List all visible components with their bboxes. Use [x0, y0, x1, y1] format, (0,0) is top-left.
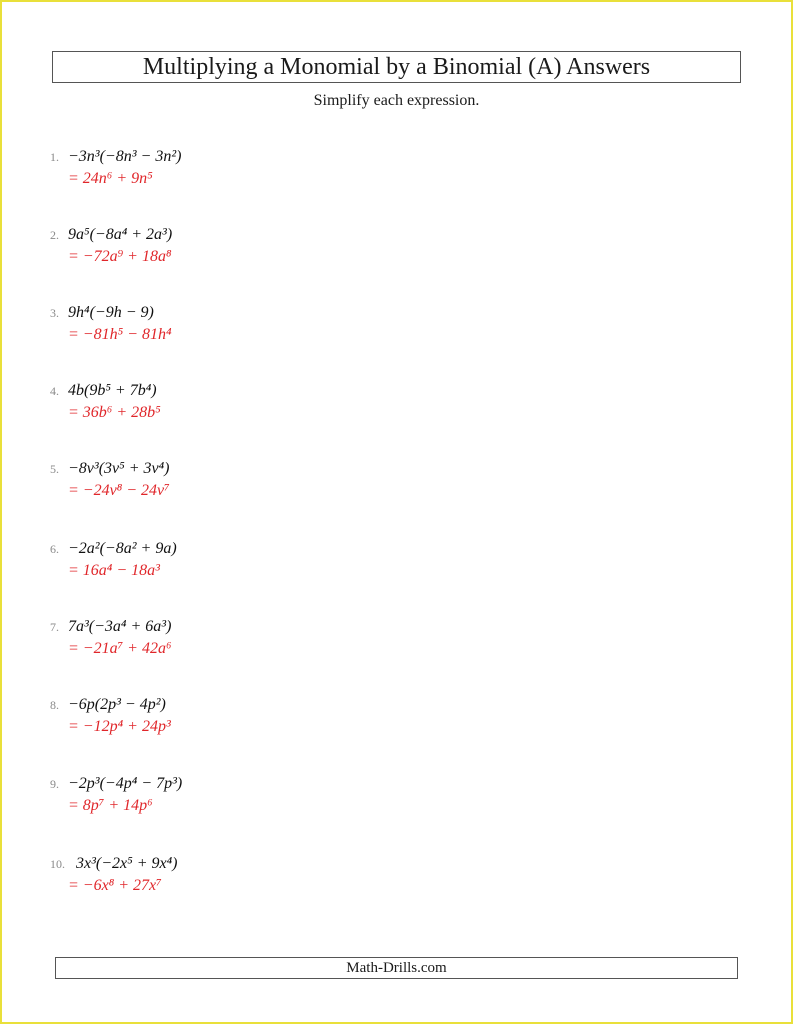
problem-item [50, 773, 182, 817]
problem-item [50, 694, 171, 738]
problem-question: −2p³(−4p⁴ − 7p³) [68, 775, 183, 792]
problem-number: 9. [50, 777, 59, 791]
problem-answer: = −24v⁸ − 24v⁷ [68, 482, 170, 499]
problem-number: 3. [50, 306, 59, 320]
problem-answer: = −12p⁴ + 24p³ [68, 718, 171, 735]
problem-item [50, 302, 172, 346]
problem-item [50, 616, 172, 660]
problem-item [50, 853, 177, 897]
problem-number: 1. [50, 150, 59, 164]
problem-number: 2. [50, 228, 59, 242]
footer-label: Math-Drills.com [55, 957, 738, 979]
problem-item [50, 458, 170, 502]
problem-answer: = 36b⁶ + 28b⁵ [68, 404, 161, 421]
problem-question: −6p(2p³ − 4p²) [68, 696, 166, 713]
instructions: Simplify each expression. [313, 92, 480, 109]
problem-answer: = 16a⁴ − 18a³ [68, 562, 160, 579]
problem-question: 9a⁵(−8a⁴ + 2a³) [68, 226, 173, 243]
problem-number: 7. [50, 620, 59, 634]
problem-number: 10. [50, 857, 65, 871]
problem-answer: = −81h⁵ − 81h⁴ [68, 326, 172, 343]
page-title: Multiplying a Monomial by a Binomial (A) Answers [52, 51, 741, 83]
problem-number: 6. [50, 542, 59, 556]
problem-answer: = −6x⁸ + 27x⁷ [68, 877, 162, 894]
problem-item [50, 380, 161, 424]
problem-number: 5. [50, 462, 59, 476]
problem-question: −2a²(−8a² + 9a) [68, 540, 177, 557]
problem-answer: = 8p⁷ + 14p⁶ [68, 797, 153, 814]
problem-question: 9h⁴(−9h − 9) [68, 304, 154, 321]
problem-item [50, 224, 172, 268]
problem-answer: = 24n⁶ + 9n⁵ [68, 170, 153, 187]
problem-item [50, 146, 181, 190]
problem-question: −3n³(−8n³ − 3n²) [68, 148, 182, 165]
problem-question: 7a³(−3a⁴ + 6a³) [68, 618, 172, 635]
problem-item [50, 538, 177, 582]
problem-question: −8v³(3v⁵ + 3v⁴) [68, 460, 170, 477]
problem-number: 4. [50, 384, 59, 398]
problem-question: 4b(9b⁵ + 7b⁴) [68, 382, 157, 399]
problem-number: 8. [50, 698, 59, 712]
problem-answer: = −21a⁷ + 42a⁶ [68, 640, 172, 657]
problem-question: 3x³(−2x⁵ + 9x⁴) [76, 855, 178, 872]
problem-answer: = −72a⁹ + 18a⁸ [68, 248, 172, 265]
